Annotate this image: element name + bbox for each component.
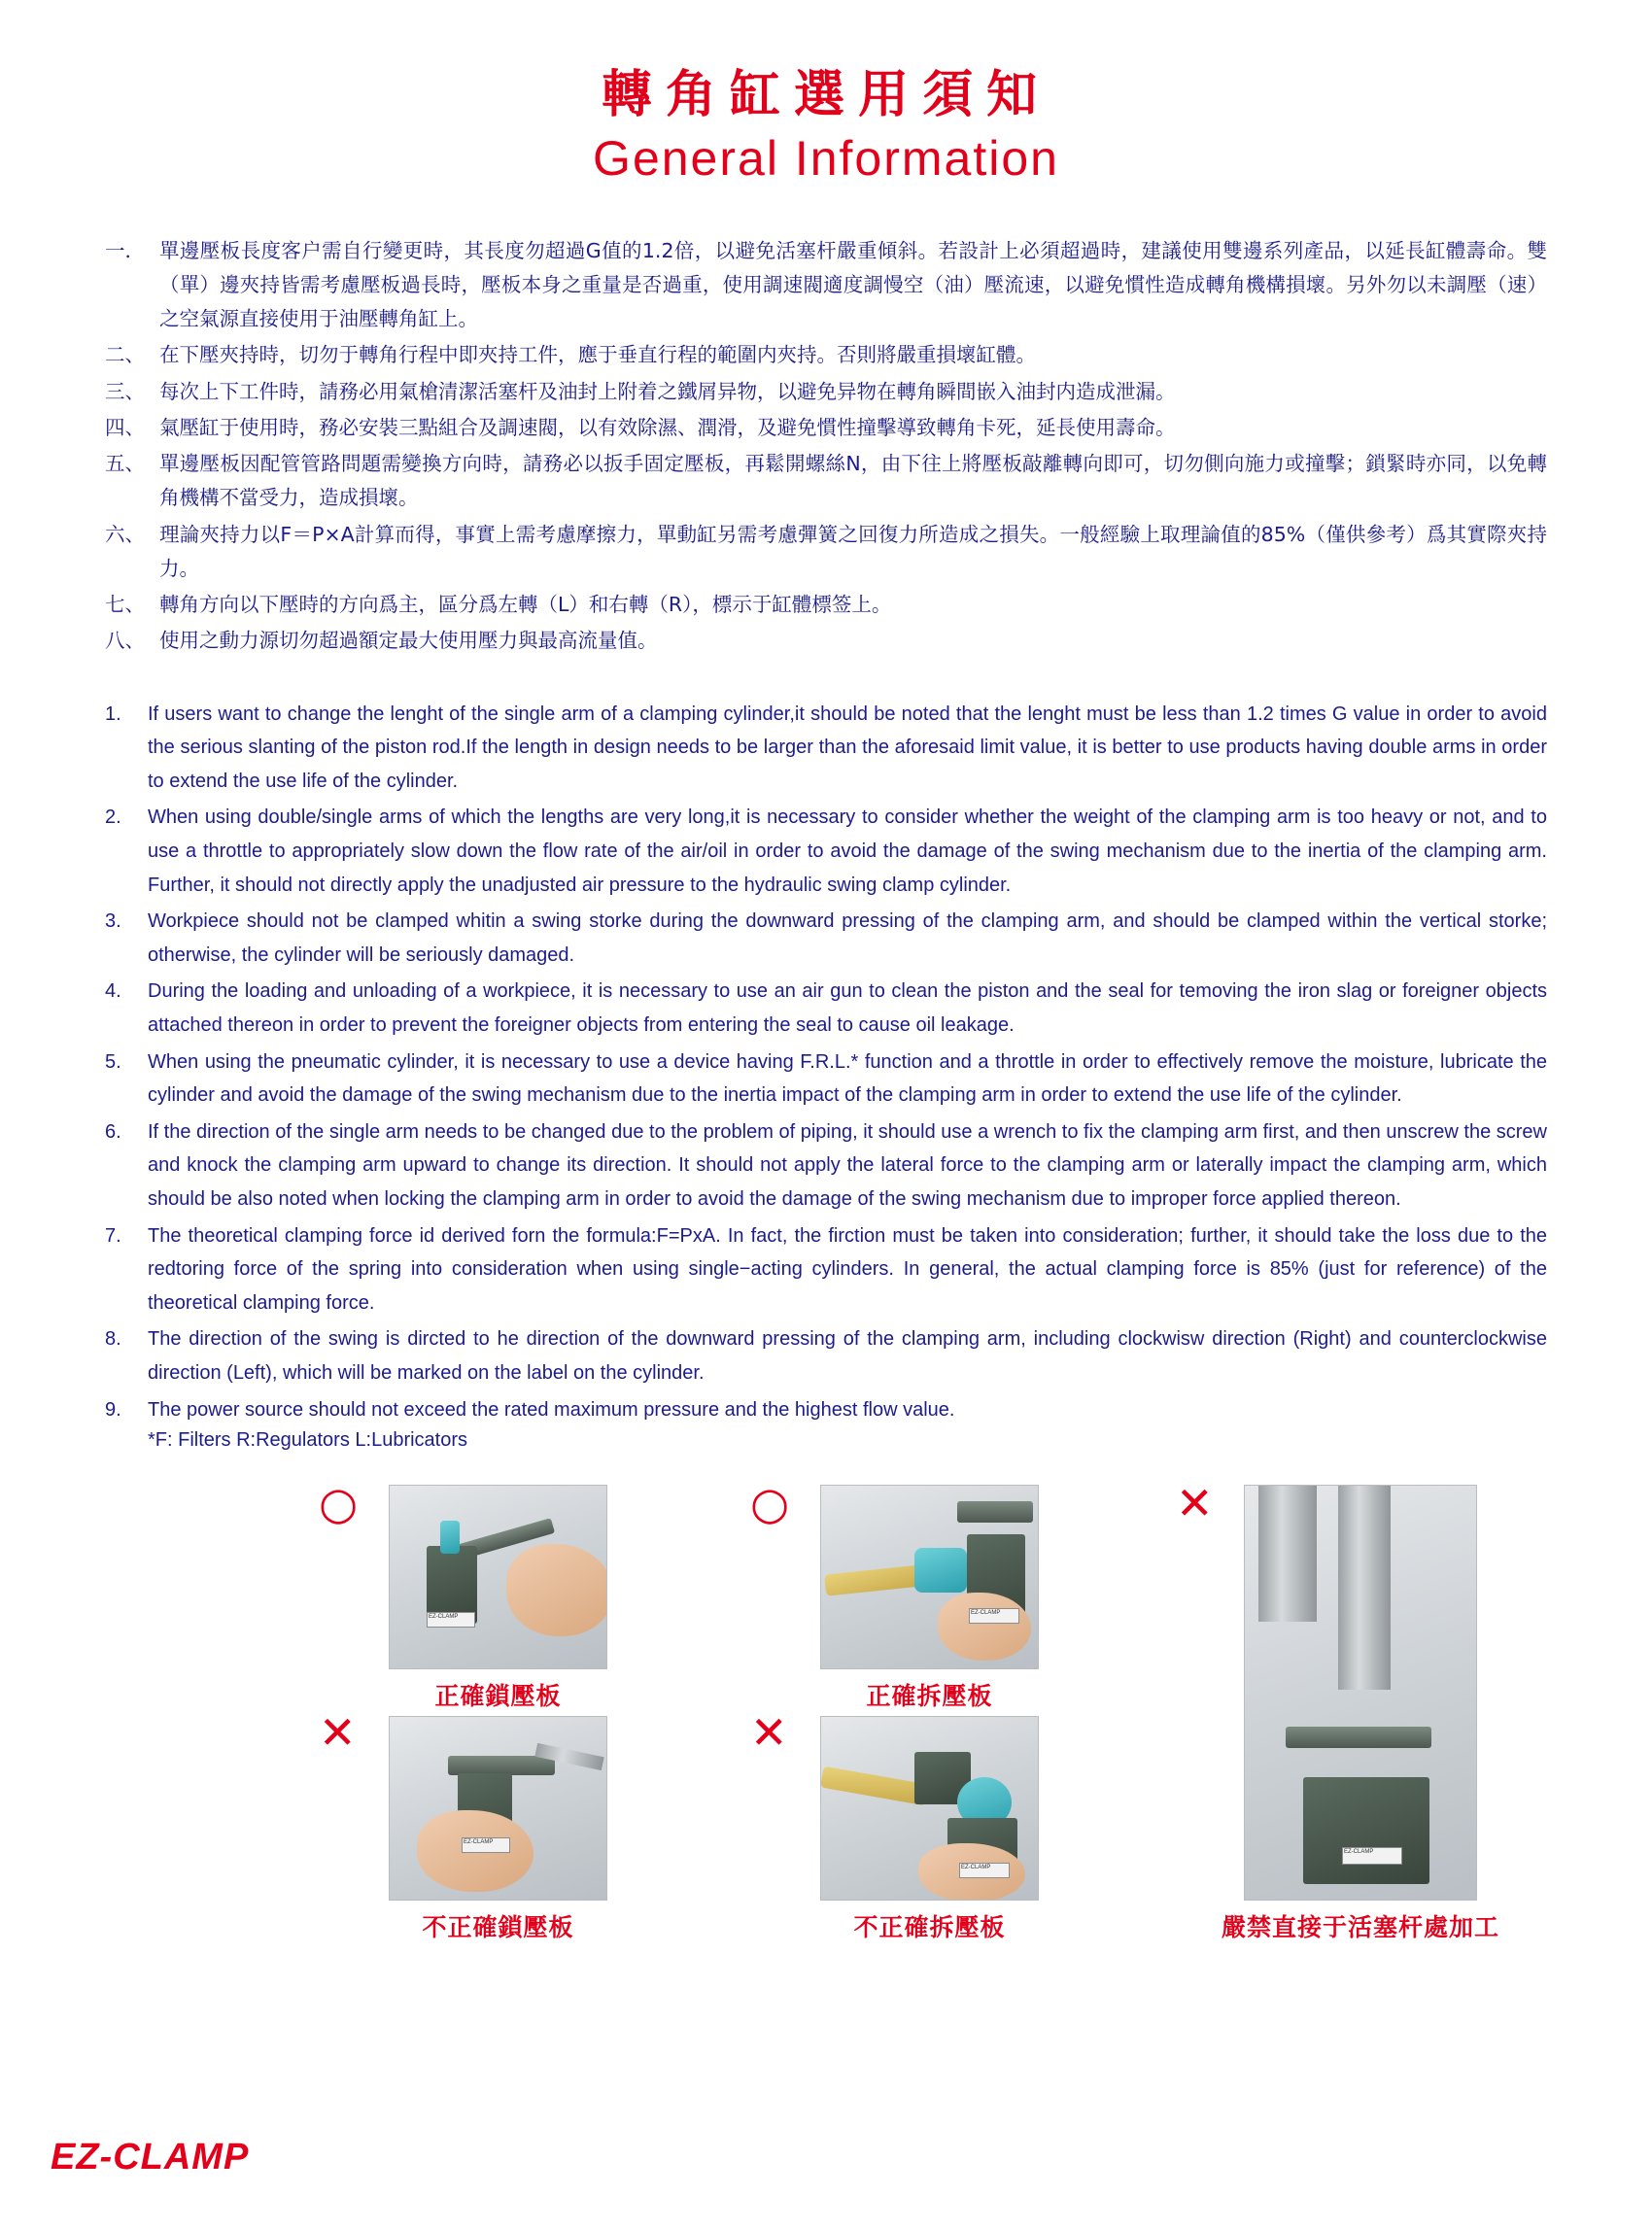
- list-item: [105, 1393, 1547, 1427]
- list-item-text: 氣壓缸于使用時，務必安裝三點組合及調速閥，以有效除濕、潤滑，及避免慣性撞擊導致轉角卡死，延長使用壽命。: [159, 415, 1176, 439]
- list-item: [105, 698, 1547, 799]
- english-notes-list: [97, 698, 1555, 1452]
- photo-incorrect-lock: [389, 1716, 607, 1901]
- product-label: EZ-CLAMP: [462, 1837, 510, 1853]
- list-item-text: When using double/single arms of which the lengths are very long,it is necessary to consider whether the weight of the clamping arm is too heavy or not, and to use a throttle to appropriately slow down the flow rate of the air/oil in order to avoid the damage of the swing mechanism due to the inertia of the clamping arm. Further, it should not directly apply the unadjusted air pressure to the hydraulic swing clamp cylinder.: [148, 806, 1547, 896]
- list-item: [105, 905, 1547, 972]
- list-item-text: If the direction of the single arm needs to be changed due to the problem of piping, it should use a wrench to fix the clamping arm first, and then unscrew the screw and knock the clamping arm upward to change its direction. It should not apply the lateral force to the clamping arm or laterally impact the clamping arm, which should be also noted when locking the clamping arm in order to avoid the damage of the swing mechanism due to improper force applied thereon.: [148, 1120, 1547, 1210]
- list-item-number: 8.: [105, 1328, 121, 1351]
- list-item-number: 7.: [105, 1224, 121, 1247]
- list-item-number: 1.: [105, 703, 121, 725]
- product-label: EZ-CLAMP: [959, 1863, 1010, 1878]
- cross-no-icon: ✕: [750, 1706, 788, 1760]
- list-item-text: 每次上下工件時，請務必用氣槍清潔活塞杆及油封上附着之鐵屑异物，以避免异物在轉角瞬間嵌入油封内造成泄漏。: [159, 379, 1176, 403]
- chinese-notes-list: [97, 234, 1555, 659]
- clamp-arm-shape: [957, 1501, 1033, 1523]
- list-item-number: 五、: [105, 452, 145, 476]
- list-item-number: 9.: [105, 1398, 121, 1421]
- photo-correct-remove: [820, 1485, 1039, 1669]
- list-item-number: 六、: [105, 522, 145, 546]
- list-item-text: The theoretical clamping force id derived forn the formula:F=PxA. In fact, the firction must be taken into consideration; further, it should take the loss due to the redtoring force of the spring into consideration when using single−acting cylinders. In general, the actual clamping force is 85% (just for reference) of the theoretical clamping force.: [148, 1224, 1547, 1314]
- list-item-text: 使用之動力源切勿超過額定最大使用壓力與最高流量值。: [159, 629, 658, 653]
- drill-shaft-shape: [1338, 1486, 1391, 1690]
- list-item: [105, 518, 1547, 587]
- photo-incorrect-remove: [820, 1716, 1039, 1901]
- piston-shape: [440, 1521, 460, 1554]
- circle-ok-icon: ○: [319, 1477, 359, 1530]
- list-item: [105, 624, 1547, 658]
- list-item-number: 2.: [105, 806, 121, 829]
- list-item-number: 八、: [105, 629, 145, 653]
- clamp-arm-shape: [448, 1756, 555, 1775]
- cylinder-body-shape: [1303, 1777, 1429, 1884]
- brand-logo: EZ-CLAMP: [51, 2137, 250, 2178]
- cross-no-icon: ✕: [319, 1706, 357, 1760]
- photo-forbidden-machining: [1244, 1485, 1477, 1901]
- caption-incorrect-remove: 不正確拆壓板: [853, 1913, 1006, 1942]
- product-label: EZ-CLAMP: [427, 1612, 475, 1628]
- list-item-text: The direction of the swing is dircted to he direction of the downward pressing of the clamping arm, including clockwisw direction (Right) and counterclockwise direction (Left), which will be marked on the label on the cylinder.: [148, 1328, 1547, 1384]
- list-item: [105, 375, 1547, 409]
- circle-ok-icon: ○: [750, 1477, 790, 1530]
- hand-shape: [938, 1593, 1031, 1661]
- list-item-number: 四、: [105, 415, 145, 439]
- cross-no-icon: ✕: [1176, 1477, 1214, 1530]
- page-title-chinese: 轉角缸選用須知: [601, 66, 1050, 124]
- list-item-number: 3.: [105, 910, 121, 933]
- product-label: EZ-CLAMP: [969, 1608, 1019, 1624]
- list-item: [105, 1046, 1547, 1113]
- list-item-text: 單邊壓板因配管管路問題需變換方向時，請務必以扳手固定壓板，再鬆開螺絲N，由下往上將壓板敲離轉向即可，切勿側向施力或撞擊；鎖緊時亦同，以免轉角機構不當受力，造成損壞。: [159, 452, 1547, 510]
- list-item-number: 三、: [105, 379, 145, 403]
- photo-correct-lock: [389, 1485, 607, 1669]
- list-item: [105, 338, 1547, 372]
- list-item: [105, 447, 1547, 516]
- list-item-number: 6.: [105, 1120, 121, 1143]
- list-item: [105, 588, 1547, 622]
- list-item-text: If users want to change the lenght of the single arm of a clamping cylinder,it should be noted that the lenght must be less than 1.2 times G value in order to avoid the serious slanting of the piston rod.If the length in design needs to be larger than the aforesaid limit value, it is better to use products having double arms in order to extend the use life of the cylinder.: [148, 703, 1547, 792]
- list-item-number: 二、: [105, 343, 145, 367]
- list-item-text: During the loading and unloading of a workpiece, it is necessary to use an air gun to clean the piston and the seal for temoving the iron slag or foreigner objects attached thereon in order to prevent the foreigner objects from entering the seal to cause oil leakage.: [148, 980, 1547, 1037]
- list-item: [105, 975, 1547, 1042]
- list-item: [105, 234, 1547, 337]
- clamp-arm-shape: [1286, 1727, 1431, 1748]
- caption-correct-lock: 正確鎖壓板: [434, 1682, 562, 1711]
- product-label: EZ-CLAMP: [1342, 1847, 1402, 1865]
- footnote-text: *F: Filters R:Regulators L:Lubricators: [148, 1429, 468, 1452]
- list-item-number: 七、: [105, 593, 145, 617]
- caption-correct-remove: 正確拆壓板: [866, 1682, 993, 1711]
- list-item-text: The power source should not exceed the rated maximum pressure and the highest flow value.: [148, 1398, 955, 1421]
- list-item-text: When using the pneumatic cylinder, it is necessary to use a device having F.R.L.* function and a throttle in order to effectively remove the moisture, lubricate the cylinder and avoid the damage of the swing mechanism due to the inertia impact of the clamping arm in order to extend the use life of the cylinder.: [148, 1050, 1547, 1107]
- list-item: [105, 411, 1547, 445]
- list-item-number: 4.: [105, 980, 121, 1003]
- list-item-text: Workpiece should not be clamped whitin a swing storke during the downward pressing of the clamping arm, and should be clamped within the vertical storke; otherwise, the cylinder will be seriously damaged.: [148, 910, 1547, 966]
- list-item: [105, 801, 1547, 902]
- list-item-text: 轉角方向以下壓時的方向爲主，區分爲左轉（L）和右轉（R），標示于缸體標签上。: [159, 593, 892, 617]
- page-title-english: General Information: [593, 131, 1059, 187]
- machine-column-shape: [1258, 1486, 1317, 1622]
- list-item-number: 5.: [105, 1050, 121, 1073]
- list-item-text: 單邊壓板長度客户需自行變更時，其長度勿超過G值的1.2倍，以避免活塞杆嚴重傾斜。若設計上必須超過時，建議使用雙邊系列產品，以延長缸體壽命。雙（單）邊夾持皆需考慮壓板過長時，壓板本身之重量是否過重，使用調速閥適度調慢空（油）壓流速，以避免慣性造成轉角機構損壞。另外勿以未調壓（速）之空氣源直接使用于油壓轉角缸上。: [159, 238, 1547, 331]
- list-item-number: 一．: [105, 238, 145, 262]
- list-item: [105, 1115, 1547, 1217]
- hammer-head-shape: [914, 1548, 967, 1593]
- illustration-grid: [97, 1477, 1555, 1990]
- caption-forbidden-machining: 嚴禁直接于活塞杆處加工: [1221, 1913, 1499, 1942]
- list-item: [105, 1219, 1547, 1320]
- list-item-text: 在下壓夾持時，切勿于轉角行程中即夾持工件，應于垂直行程的範圍内夾持。否則將嚴重損壞缸體。: [159, 343, 1036, 367]
- hand-shape: [506, 1544, 607, 1636]
- caption-incorrect-lock: 不正確鎖壓板: [422, 1913, 574, 1942]
- list-item-text: 理論夾持力以F＝P×A計算而得，事實上需考慮摩擦力，單動缸另需考慮彈簧之回復力所造成之損失。一般經驗上取理論值的85%（僅供參考）爲其實際夾持力。: [159, 522, 1547, 580]
- list-item: [105, 1322, 1547, 1389]
